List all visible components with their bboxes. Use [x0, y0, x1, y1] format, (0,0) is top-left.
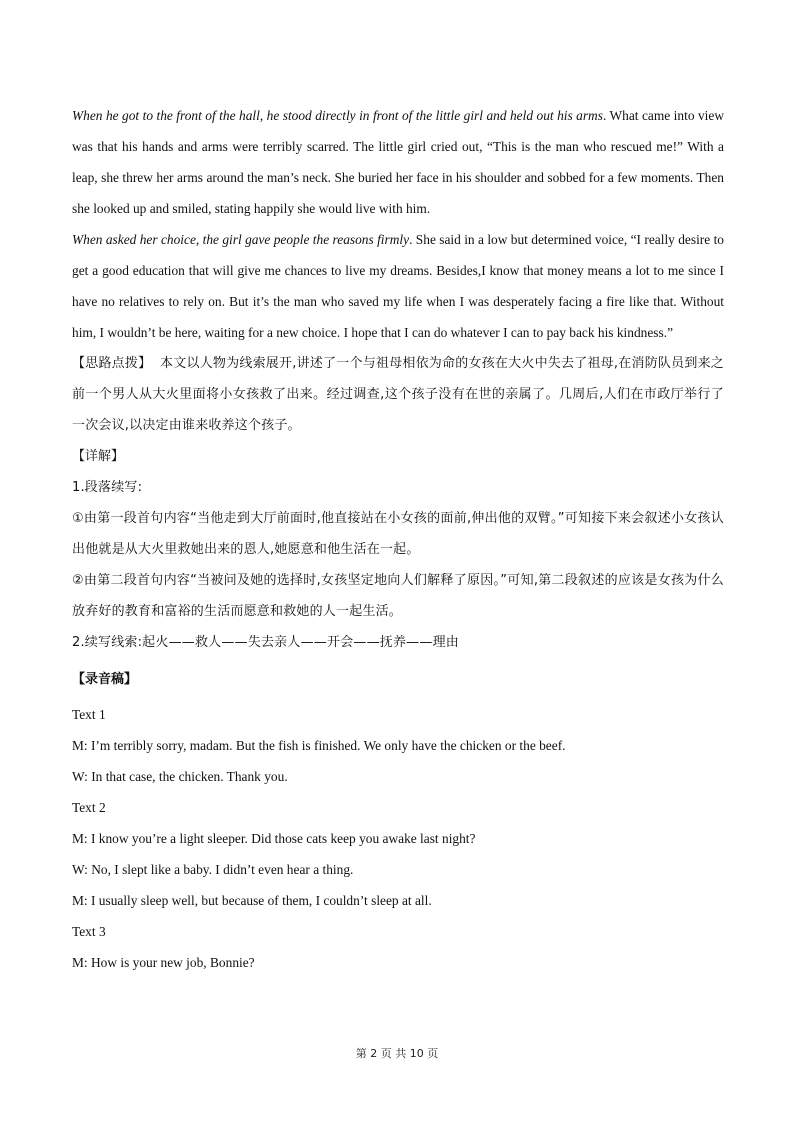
- transcript-line: M: I usually sleep well, but because of them, I couldn’t sleep at all.: [72, 893, 432, 908]
- details-item-1b: ②由第二段首句内容“当被问及她的选择时,女孩坚定地向人们解释了原因。”可知,第二段叙述的应该是女孩为什么放弃好的教育和富裕的生活而愿意和救她的人一起生活。: [72, 573, 724, 619]
- story-paragraph-1: [72, 100, 724, 224]
- analysis-text: 本文以人物为线索展开,讲述了一个与祖母相依为命的女孩在大火中失去了祖母,在消防队员到来之前一个男人从大火里面将小女孩救了出来。经过调查,这个孩子没有在世的亲属了。几周后,人们在市政厅举行了一次会议,以决定由谁来收养这个孩子。: [72, 356, 724, 433]
- analysis-label: 【思路点拨】: [72, 356, 152, 371]
- transcript-line: Text 2: [72, 800, 106, 815]
- transcript-line: M: How is your new job, Bonnie?: [72, 955, 255, 970]
- transcript-line: W: No, I slept like a baby. I didn’t even hear a thing.: [72, 862, 354, 877]
- page-footer: 第 2 页 共 10 页: [355, 1047, 439, 1060]
- page-content: [72, 100, 724, 978]
- details-item-1a: ①由第一段首句内容“当他走到大厅前面时,他直接站在小女孩的面前,伸出他的双臂。”可知接下来会叙述小女孩认出他就是从大火里救她出来的恩人,她愿意和他生活在一起。: [72, 511, 724, 557]
- story-paragraph-2: [72, 224, 724, 348]
- transcript-line: Text 1: [72, 707, 106, 722]
- details-item-1-title: 1.段落续写:: [72, 480, 143, 495]
- details-item-2: 2.续写线索:起火——救人——失去亲人——开会——抚养——理由: [72, 635, 459, 650]
- transcript-line: W: In that case, the chicken. Thank you.: [72, 769, 288, 784]
- transcript-line: M: I’m terribly sorry, madam. But the fish is finished. We only have the chicken or the beef.: [72, 738, 566, 753]
- transcript-line: Text 3: [72, 924, 106, 939]
- analysis-paragraph: [72, 348, 724, 441]
- paragraph-1-body: . What came into view was that his hands and arms were terribly scarred. The little girl cried out, “This is the man who rescued me!” With a leap, she threw her arms around the man’s neck. She buried her face in his shoulder and sobbed for a few moments. Then she looked up and smiled, stating happily she would live with him.: [72, 108, 724, 216]
- details-heading: 【详解】: [72, 449, 125, 464]
- paragraph-2-body: . She said in a low but determined voice, “I really desire to get a good education that will give me chances to live my dreams. Besides,I know that money means a lot to me since I have no relatives to rely on. But it’s the man who saved my life when I was desperately facing a fire like that. Without him, I wouldn’t be here, waiting for a new choice. I hope that I can do whatever I can to pay back his kindness.”: [72, 232, 725, 340]
- transcript-heading: 【录音稿】: [72, 672, 138, 687]
- paragraph-2-opening-sentence: When asked her choice, the girl gave people the reasons firmly: [72, 232, 410, 247]
- transcript-lines: [72, 699, 724, 978]
- paragraph-1-opening-sentence: When he got to the front of the hall, he stood directly in front of the little girl and held out his arms: [72, 108, 603, 123]
- transcript-line: M: I know you’re a light sleeper. Did those cats keep you awake last night?: [72, 831, 476, 846]
